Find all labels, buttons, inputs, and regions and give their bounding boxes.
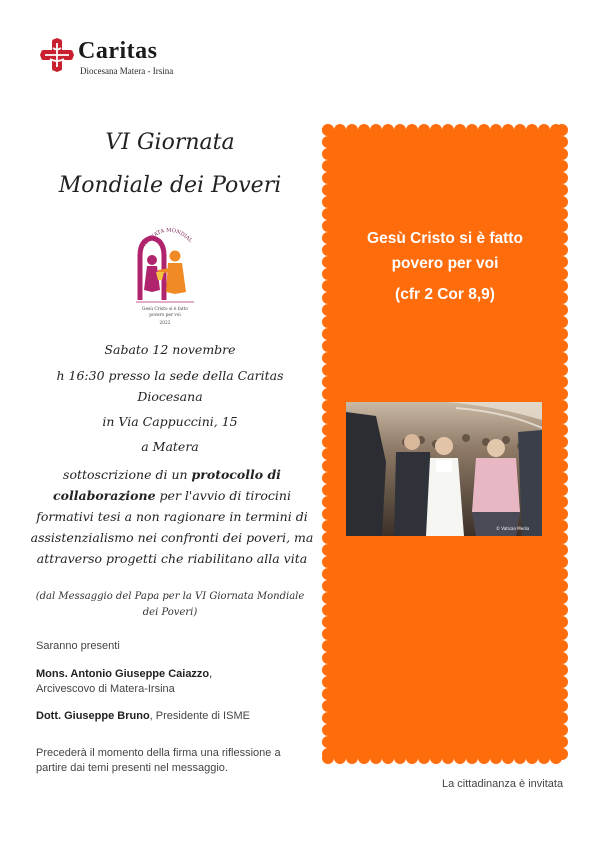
- page-title-line2: Mondiale dei Poveri: [58, 173, 282, 198]
- caritas-cross-icon: [40, 38, 74, 72]
- quote-source: (dal Messaggio del Papa per la VI Giornata Mondiale dei Poveri): [35, 591, 305, 618]
- event-city: a Matera: [141, 439, 199, 454]
- emblem-motto-line1: Gesù Cristo si è fatto: [142, 307, 188, 312]
- presenter-2-role: , Presidente di ISME: [149, 710, 250, 722]
- event-time-place-cont: Diocesana: [137, 389, 203, 404]
- presenter-1: [36, 668, 212, 680]
- presenter-2: [36, 710, 250, 722]
- description-part2: per l'avvio di tirocini formativi tesi a non ragionare in termini di assistenzialismo nei confronti dei poveri, ma attraverso progetti che riabilitano alla vita: [30, 488, 314, 566]
- pope-meeting-photo: [346, 402, 542, 536]
- panel-verse-line2: povero per voi: [391, 255, 499, 272]
- event-description: [24, 464, 320, 569]
- world-day-poor-emblem: [130, 220, 200, 328]
- brand-name: Caritas: [78, 38, 158, 64]
- page-title-line1: VI Giornata: [105, 130, 235, 155]
- presenter-1-role: Arcivescovo di Matera-Irsina: [36, 683, 175, 695]
- description-part1: sottoscrizione di un: [63, 467, 192, 482]
- brand-subtitle: Diocesana Matera - Irsina: [80, 66, 174, 76]
- presenters-heading: Saranno presenti: [36, 640, 120, 652]
- description-highlight: protocollo di collaborazione: [53, 467, 281, 503]
- event-date: Sabato 12 novembre: [104, 342, 236, 357]
- emblem-year: 2022: [159, 321, 171, 326]
- panel-verse: [330, 226, 560, 276]
- presenter-2-name: Dott. Giuseppe Bruno: [36, 710, 150, 722]
- emblem-arc-text: GIORNATA MONDIAL: [138, 227, 194, 252]
- caritas-logo: [40, 38, 180, 78]
- invitation-note: La cittadinanza è invitata: [442, 778, 564, 790]
- photo-caption: © Vatican Media: [496, 526, 530, 531]
- panel-verse-reference: (cfr 2 Cor 8,9): [395, 286, 495, 303]
- emblem-motto-line2: povero per voi: [149, 313, 181, 318]
- panel-verse-line1: Gesù Cristo si è fatto: [367, 230, 523, 247]
- event-address: in Via Cappuccini, 15: [102, 414, 238, 429]
- event-time-place: h 16:30 presso la sede della Caritas: [56, 368, 284, 383]
- presenter-1-suffix: ,: [209, 668, 213, 680]
- closing-note: Precederà il momento della firma una riflessione a partire dai temi presenti nel messaggio.: [36, 747, 281, 774]
- presenter-1-name: Mons. Antonio Giuseppe Caiazzo: [36, 668, 210, 680]
